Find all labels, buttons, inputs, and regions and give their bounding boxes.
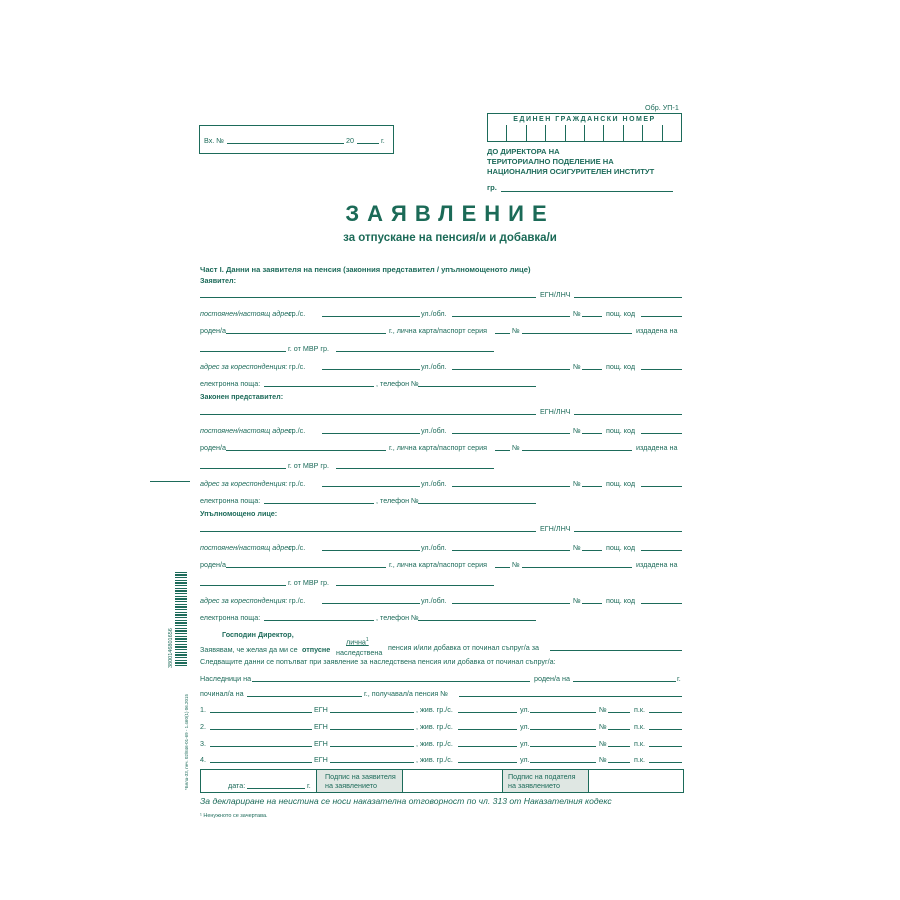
heir-name-field[interactable] <box>210 746 312 747</box>
applicant-name-field[interactable] <box>200 297 536 298</box>
authorized-corr-city-field[interactable] <box>322 603 420 604</box>
heir-postcode-field[interactable] <box>649 762 682 763</box>
heir-egn-field[interactable] <box>330 746 414 747</box>
heir-row-index: 3. <box>200 739 206 748</box>
applicant-corr-city-field[interactable] <box>322 369 420 370</box>
registration-prefix: Вх. № <box>204 136 225 145</box>
salutation: Господин Директор, <box>222 630 294 639</box>
liability-note: За деклариране на неистина се носи наказателна отговорност по чл. 313 от Наказателния кодекс <box>200 796 612 806</box>
legal-rep-address-label: постоянен/настоящ адрес: <box>200 426 294 435</box>
legal-rep-phone-field[interactable] <box>418 503 536 504</box>
legal-rep-number-field[interactable] <box>582 433 602 434</box>
applicant-signature-label-cell <box>317 770 403 792</box>
section-legal-rep: Законен представител: <box>200 392 284 401</box>
pension-number-field[interactable] <box>459 696 682 697</box>
legal-rep-issued-label: издадена на <box>636 443 678 452</box>
date-cell[interactable] <box>201 770 317 792</box>
authorized-corr-number-field[interactable] <box>582 603 602 604</box>
authorized-id-number-label: № <box>512 560 520 569</box>
heir-row-index: 4. <box>200 755 206 764</box>
date-field[interactable] <box>247 788 305 789</box>
legal-rep-corr-city-field[interactable] <box>322 486 420 487</box>
addressee-city-label: гр. <box>487 183 497 192</box>
heir-row-index: 2. <box>200 722 206 731</box>
legal-rep-corr-postcode-field[interactable] <box>641 486 682 487</box>
legal-rep-street-field[interactable] <box>452 433 570 434</box>
authorized-email-label: електронна поща: <box>200 613 261 622</box>
authorized-street-field[interactable] <box>452 550 570 551</box>
option-personal[interactable] <box>346 636 369 646</box>
part1-heading: Част I. Данни на заявителя на пенсия (законния представител / упълномощеното лице) <box>200 265 531 274</box>
heir-egn-label: ЕГН <box>314 705 328 714</box>
fold-mark <box>150 481 190 482</box>
heir-postcode-field[interactable] <box>649 712 682 713</box>
heir-number-field[interactable] <box>608 729 630 730</box>
footnote-mark: 1 <box>365 637 369 643</box>
applicant-number-label: № <box>573 309 581 318</box>
heir-egn-label: ЕГН <box>314 755 328 764</box>
registration-box <box>199 125 394 154</box>
legal-rep-corr-number-label: № <box>573 479 581 488</box>
egn-cells[interactable] <box>488 125 681 141</box>
heir-residing-label: , жив. гр./с. <box>416 755 453 764</box>
authorized-mvr-field[interactable] <box>336 585 494 586</box>
legal-rep-mvr-field[interactable] <box>336 468 494 469</box>
option-personal-text: лична <box>346 637 366 647</box>
authorized-email-field[interactable] <box>264 620 374 621</box>
heir-city-field[interactable] <box>458 746 517 747</box>
applicant-born-field[interactable] <box>226 333 386 334</box>
authorized-corr-number-label: № <box>573 596 581 605</box>
applicant-born-label: роден/а <box>200 326 226 335</box>
applicant-sig-line2: на заявлението <box>325 781 377 790</box>
legal-rep-corr-number-field[interactable] <box>582 486 602 487</box>
authorized-id-number-field[interactable] <box>522 567 632 568</box>
option-inherited[interactable]: наследствена <box>336 648 383 657</box>
barcode <box>175 572 187 667</box>
applicant-phone-field[interactable] <box>418 386 536 387</box>
legal-rep-postcode-field[interactable] <box>641 433 682 434</box>
heir-number-label: № <box>599 705 607 714</box>
applicant-corr-number-label: № <box>573 362 581 371</box>
heir-street-label: ул. <box>520 755 530 764</box>
applicant-id-number-label: № <box>512 326 520 335</box>
applicant-email-field[interactable] <box>264 386 374 387</box>
died-label: починал/а на <box>200 689 244 698</box>
heir-name-field[interactable] <box>210 729 312 730</box>
received-pension-label: г., получавал/а пенсия № <box>364 689 448 698</box>
date-year-suffix: г. <box>307 781 311 790</box>
registration-suffix: г. <box>381 136 385 145</box>
heir-name-field[interactable] <box>210 762 312 763</box>
submitter-signature-label-cell <box>503 770 589 792</box>
heir-postcode-label: п.к. <box>634 705 646 714</box>
applicant-egn-label: ЕГН/ЛНЧ <box>540 290 571 299</box>
applicant-issued-label: издадена на <box>636 326 678 335</box>
legal-rep-corr-postcode-label: пощ. код <box>606 479 636 488</box>
applicant-postcode-label: пощ. код <box>606 309 636 318</box>
authorized-corr-postcode-label: пощ. код <box>606 596 636 605</box>
egn-box[interactable] <box>487 113 682 142</box>
declaration-text-start: Заявявам, че желая да ми се <box>200 645 298 654</box>
authorized-corr-city-label: гр./с. <box>289 596 306 605</box>
heir-egn-label: ЕГН <box>314 739 328 748</box>
heirs-of-field[interactable] <box>252 681 530 682</box>
declaration-text-end: пенсия и/или добавка от починал съпруг/а за <box>388 643 540 652</box>
heir-number-label: № <box>599 755 607 764</box>
legal-rep-city-label: гр./с. <box>289 426 306 435</box>
applicant-mvr-label: г. от МВР гр. <box>288 344 330 353</box>
authorized-phone-label: , телефон № <box>376 613 419 622</box>
legal-rep-issued-date-field[interactable] <box>200 468 286 469</box>
authorized-number-label: № <box>573 543 581 552</box>
authorized-corr-label: адрес за кореспонденция: <box>200 596 288 605</box>
heir-row-index: 1. <box>200 705 206 714</box>
authorized-city-field[interactable] <box>322 550 420 551</box>
heir-egn-field[interactable] <box>330 762 414 763</box>
authorized-egn-label: ЕГН/ЛНЧ <box>540 524 571 533</box>
heir-street-label: ул. <box>520 705 530 714</box>
authorized-name-field[interactable] <box>200 531 536 532</box>
legal-rep-corr-street-field[interactable] <box>452 486 570 487</box>
applicant-issued-date-field[interactable] <box>200 351 286 352</box>
legal-rep-corr-city-label: гр./с. <box>289 479 306 488</box>
heir-egn-field[interactable] <box>330 729 414 730</box>
submitter-sig-line2: на заявлението <box>508 781 560 790</box>
applicant-corr-postcode-field[interactable] <box>641 369 682 370</box>
legal-rep-id-label: г., лична карта/паспорт серия <box>389 443 487 452</box>
applicant-mvr-field[interactable] <box>336 351 494 352</box>
addressee-line3: НАЦИОНАЛНИЯ ОСИГУРИТЕЛЕН ИНСТИТУТ <box>487 167 655 176</box>
addressee-city-field[interactable] <box>501 191 673 192</box>
heir-egn-field[interactable] <box>330 712 414 713</box>
legal-rep-id-series-field[interactable] <box>495 450 510 451</box>
legal-rep-born-field[interactable] <box>226 450 386 451</box>
authorized-phone-field[interactable] <box>418 620 536 621</box>
died-field[interactable] <box>247 696 362 697</box>
heir-city-field[interactable] <box>458 762 517 763</box>
page-subtitle: за отпускане на пенсия/и и добавка/и <box>343 232 557 244</box>
applicant-corr-street-label: ул./обл. <box>421 362 447 371</box>
applicant-postcode-field[interactable] <box>641 316 682 317</box>
authorized-city-label: гр./с. <box>289 543 306 552</box>
applicant-corr-city-label: гр./с. <box>289 362 306 371</box>
egn-box-label: ЕДИНЕН ГРАЖДАНСКИ НОМЕР <box>513 116 656 123</box>
legal-rep-egn-field[interactable] <box>574 414 682 415</box>
section-applicant: Заявител: <box>200 276 237 285</box>
authorized-issued-date-field[interactable] <box>200 585 286 586</box>
heirs-year-suffix: г. <box>677 674 681 683</box>
legal-rep-city-field[interactable] <box>322 433 420 434</box>
registration-year: 20 <box>346 136 354 145</box>
applicant-email-label: електронна поща: <box>200 379 261 388</box>
legal-rep-corr-street-label: ул./обл. <box>421 479 447 488</box>
applicant-corr-number-field[interactable] <box>582 369 602 370</box>
applicant-sig-line1: Подпис на заявителя <box>325 772 396 781</box>
inherited-note: Следващите данни се попълват при заявление за наследствена пенсия или добавка от починал съпруг/а: <box>200 657 556 666</box>
heir-number-field[interactable] <box>608 712 630 713</box>
heir-city-field[interactable] <box>458 729 517 730</box>
heir-postcode-field[interactable] <box>649 746 682 747</box>
authorized-born-field[interactable] <box>226 567 386 568</box>
authorized-issued-label: издадена на <box>636 560 678 569</box>
date-label: дата: <box>228 781 246 790</box>
legal-rep-number-label: № <box>573 426 581 435</box>
applicant-signature-cell[interactable] <box>403 770 503 792</box>
applicant-id-number-field[interactable] <box>522 333 632 334</box>
authorized-corr-postcode-field[interactable] <box>641 603 682 604</box>
declaration-for-field[interactable] <box>550 650 682 651</box>
heir-city-field[interactable] <box>458 712 517 713</box>
heirs-of-label: Наследници на <box>200 674 252 683</box>
heir-street-field[interactable] <box>530 729 596 730</box>
declaration-grant-word: отпусне <box>302 645 331 654</box>
applicant-number-field[interactable] <box>582 316 602 317</box>
heir-postcode-field[interactable] <box>649 729 682 730</box>
authorized-street-label: ул./обл. <box>421 543 447 552</box>
legal-rep-born-label: роден/а <box>200 443 226 452</box>
heir-residing-label: , жив. гр./с. <box>416 722 453 731</box>
applicant-corr-street-field[interactable] <box>452 369 570 370</box>
applicant-id-series-field[interactable] <box>495 333 510 334</box>
authorized-born-label: роден/а <box>200 560 226 569</box>
print-code: *Бяла-33, печ. 02/846-01-69 - 1.460(1) 06.2015 <box>184 694 189 790</box>
heir-egn-label: ЕГН <box>314 722 328 731</box>
authorized-number-field[interactable] <box>582 550 602 551</box>
heir-number-field[interactable] <box>608 762 630 763</box>
legal-rep-id-number-field[interactable] <box>522 450 632 451</box>
legal-rep-mvr-label: г. от МВР гр. <box>288 461 330 470</box>
legal-rep-postcode-label: пощ. код <box>606 426 636 435</box>
applicant-egn-field[interactable] <box>574 297 682 298</box>
authorized-corr-street-label: ул./обл. <box>421 596 447 605</box>
submitter-signature-cell[interactable] <box>589 770 682 792</box>
applicant-phone-label: , телефон № <box>376 379 419 388</box>
authorized-address-label: постоянен/настоящ адрес: <box>200 543 294 552</box>
page-title: ЗАЯВЛЕНИЕ <box>345 201 555 226</box>
applicant-id-label: г., лична карта/паспорт серия <box>389 326 487 335</box>
barcode-number: 3800146801656 <box>168 628 174 668</box>
heir-number-field[interactable] <box>608 746 630 747</box>
applicant-street-label: ул./обл. <box>421 309 447 318</box>
heir-street-field[interactable] <box>530 762 596 763</box>
heir-postcode-label: п.к. <box>634 755 646 764</box>
applicant-city-field[interactable] <box>322 316 420 317</box>
legal-rep-name-field[interactable] <box>200 414 536 415</box>
heir-postcode-label: п.к. <box>634 722 646 731</box>
submitter-sig-line1: Подпис на подателя <box>508 772 576 781</box>
authorized-egn-field[interactable] <box>574 531 682 532</box>
heir-street-label: ул. <box>520 722 530 731</box>
authorized-id-label: г., лична карта/паспорт серия <box>389 560 487 569</box>
footnote: ¹ Ненужното се зачертава. <box>200 813 268 819</box>
legal-rep-egn-label: ЕГН/ЛНЧ <box>540 407 571 416</box>
legal-rep-email-label: електронна поща: <box>200 496 261 505</box>
heir-street-field[interactable] <box>530 746 596 747</box>
heir-postcode-label: п.к. <box>634 739 646 748</box>
addressee-line1: ДО ДИРЕКТОРА НА <box>487 147 560 156</box>
addressee-line2: ТЕРИТОРИАЛНО ПОДЕЛЕНИЕ НА <box>487 157 614 166</box>
applicant-street-field[interactable] <box>452 316 570 317</box>
section-authorized: Упълномощено лице: <box>200 509 278 518</box>
legal-rep-phone-label: , телефон № <box>376 496 419 505</box>
applicant-corr-postcode-label: пощ. код <box>606 362 636 371</box>
authorized-id-series-field[interactable] <box>495 567 510 568</box>
applicant-city-label: гр./с. <box>289 309 306 318</box>
authorized-postcode-label: пощ. код <box>606 543 636 552</box>
heir-number-label: № <box>599 722 607 731</box>
heir-street-label: ул. <box>520 739 530 748</box>
heir-name-field[interactable] <box>210 712 312 713</box>
authorized-postcode-field[interactable] <box>641 550 682 551</box>
form-code: Обр. УП-1 <box>645 103 679 112</box>
legal-rep-corr-label: адрес за кореспонденция: <box>200 479 288 488</box>
heir-residing-label: , жив. гр./с. <box>416 739 453 748</box>
legal-rep-street-label: ул./обл. <box>421 426 447 435</box>
legal-rep-id-number-label: № <box>512 443 520 452</box>
heirs-born-field[interactable] <box>573 681 676 682</box>
authorized-corr-street-field[interactable] <box>452 603 570 604</box>
heirs-born-label: роден/а на <box>534 674 570 683</box>
applicant-corr-label: адрес за кореспонденция: <box>200 362 288 371</box>
heir-residing-label: , жив. гр./с. <box>416 705 453 714</box>
legal-rep-email-field[interactable] <box>264 503 374 504</box>
heir-street-field[interactable] <box>530 712 596 713</box>
authorized-mvr-label: г. от МВР гр. <box>288 578 330 587</box>
heir-number-label: № <box>599 739 607 748</box>
signature-table <box>200 769 684 793</box>
applicant-address-label: постоянен/настоящ адрес: <box>200 309 294 318</box>
